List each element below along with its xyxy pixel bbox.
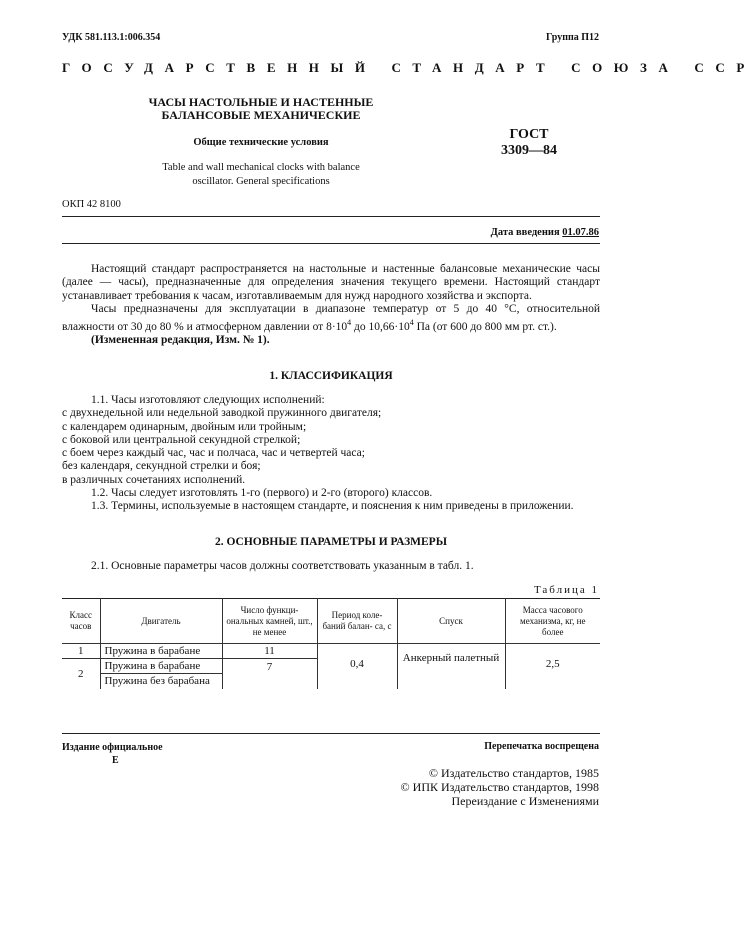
section-2-text [62,560,600,573]
list-item: с боем через каждый час, час и полчаса, час и четвертей часа; [62,447,365,460]
section-1-heading: 1. КЛАССИФИКАЦИЯ [269,370,393,382]
clause-1-2: 1.2. Часы следует изготовлять 1-го (первого) и 2-го (второго) классов. [91,487,433,500]
cell-engine: Пружина без барабана [100,674,222,689]
table-caption: Таблица 1 [533,584,599,596]
udk-code: УДК 581.113.1:006.354 [62,32,161,43]
header-period: Период коле- баний балан- са, с [317,599,397,644]
official-edition-label: Издание официальное [62,742,163,753]
divider [62,733,600,734]
divider [62,243,600,244]
cell-mass: 2,5 [505,644,600,689]
copyright-1985: © Издательство стандартов, 1985 [428,766,599,780]
cell-stones: 11 [222,644,317,659]
reprint-notice: Перепечатка воспрещена [484,741,599,752]
reissue-note: Переиздание с Изменениями [451,794,599,808]
english-title-line-1: Table and wall mechanical clocks with balance [162,162,360,173]
english-title [130,161,392,189]
cell-engine: Пружина в барабане [100,659,222,674]
document-title [130,96,392,122]
okp-code: ОКП 42 8100 [62,199,121,210]
list-item: с боковой или центральной секундной стрелкой; [62,433,301,446]
english-title-line-2: oscillator. General specifications [192,176,330,187]
cell-engine: Пружина в барабане [100,644,222,659]
header-mass: Масса часового механизма, кг, не более [505,599,600,644]
intro-text [62,263,600,348]
clause-1-3: 1.3. Термины, используемые в настоящем стандарте, и пояснения к ним приведены в приложении. [91,500,574,513]
cell-period: 0,4 [317,644,397,689]
official-edition [62,741,163,767]
cell-class: 1 [62,644,100,659]
gost-label: ГОСТ [509,127,549,142]
parameters-table [62,598,600,689]
introduction-date [491,227,599,238]
document-subtitle: Общие технические условия [193,137,329,148]
list-item: без календаря, секундной стрелки и боя; [62,460,261,473]
group-code: Группа П12 [546,32,599,43]
amendment-note: (Измененная редакция, Изм. № 1). [91,334,270,347]
introduction-date-value: 01.07.86 [562,227,599,238]
gost-number: 3309—84 [501,143,557,158]
header-escapement: Спуск [397,599,505,644]
intro-paragraph-2: Часы предназначены для эксплуатации в диапазоне температур от 5 до 40 °С, относительной влажности от 30 до 80 % и атмосферном давлении от $8\cdot 10^4$ до $10,66\cdot 10^4$ Па (от 600 до 800 мм рт. ст.). [62,302,600,334]
divider [62,216,600,217]
introduction-date-label: Дата введения [490,227,560,238]
cell-stones: 7 [222,659,317,689]
header-engine: Двигатель [100,599,222,644]
title-line-1: ЧАСЫ НАСТОЛЬНЫЕ И НАСТЕННЫЕ [148,95,374,109]
list-item: в различных сочетаниях исполнений. [62,473,246,486]
section-1-text [62,394,600,514]
copyright-1998: © ИПК Издательство стандартов, 1998 [400,780,599,794]
list-item: с двухнедельной или недельной заводкой пружинного двигателя; [62,407,382,420]
table-row [62,644,600,659]
edition-letter: Е [112,755,119,766]
intro-paragraph-1: Настоящий стандарт распространяется на настольные и настенные балансовые механические часы (далее — часы), предназначенные для определения значения текущего времени. Настоящий стандарт устанавливает требования к часам, изготавливаемым для нужд народного хозяйства и экспорта. [62,263,600,302]
header-stones: Число функци- ональных камней, шт., не менее [222,599,317,644]
section-2-heading: 2. ОСНОВНЫЕ ПАРАМЕТРЫ И РАЗМЕРЫ [214,536,448,548]
list-item: с календарем одинарным, двойным или тройным; [62,420,307,433]
table-header-row [62,599,600,644]
clause-2-1: 2.1. Основные параметры часов должны соответствовать указанным в табл. 1. [91,560,474,572]
state-standard-banner: ГОСУДАРСТВЕННЫЙ СТАНДАРТ СОЮЗА ССР [62,60,756,75]
title-line-2: БАЛАНСОВЫЕ МЕХАНИЧЕСКИЕ [161,108,361,122]
cell-escapement: Анкерный палетный [397,644,505,689]
copyright-block [401,766,599,808]
cell-class: 2 [62,659,100,689]
header-class: Класс часов [62,599,100,644]
clause-1-1: 1.1. Часы изготовляют следующих исполнений: [91,394,325,406]
gost-designation [474,127,584,159]
